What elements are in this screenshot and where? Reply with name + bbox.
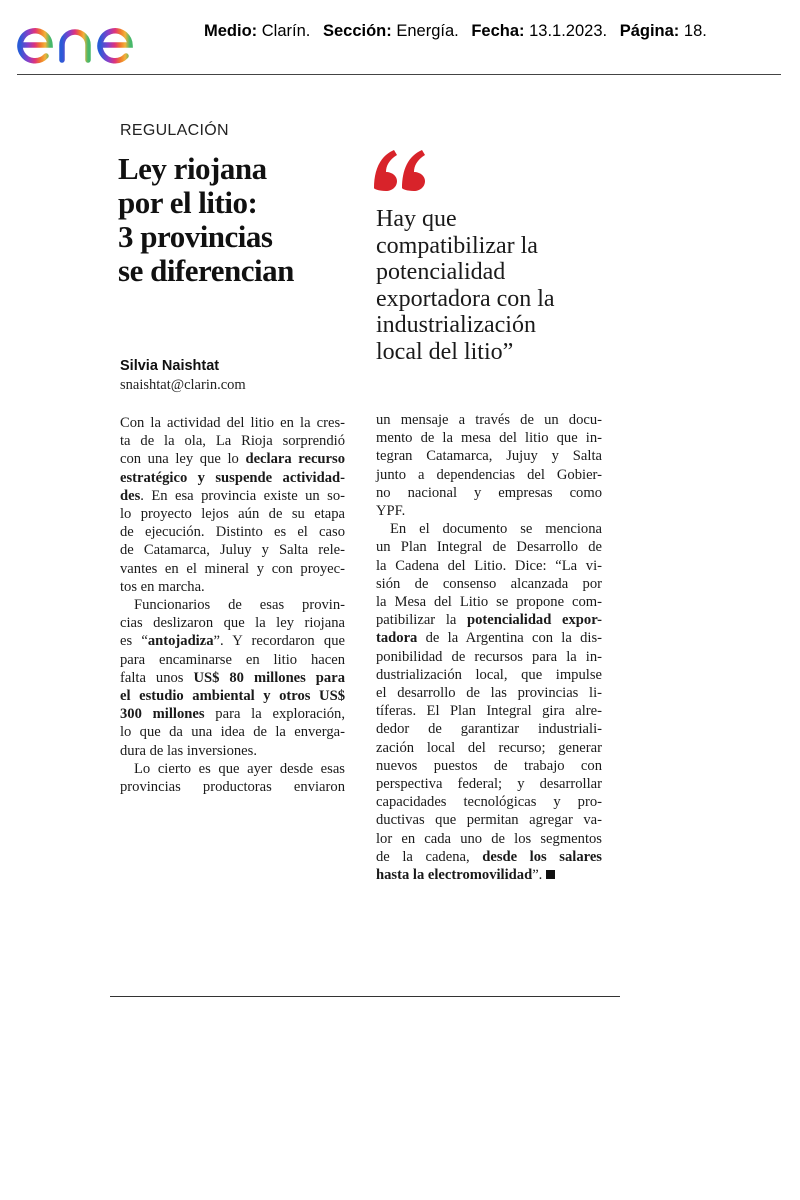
pagina-value: 18. (683, 22, 707, 40)
text-line: junto a dependencias del Gobier- (376, 466, 602, 483)
pull-quote-line: Hay que (376, 206, 457, 232)
text-line: tos en marcha. (120, 578, 205, 595)
text-line: provincias productoras enviaron (120, 779, 345, 796)
enel-logo (14, 12, 174, 68)
text-line: patibilizar la potencialidad expor- (376, 612, 602, 629)
text-line: des. En esa provincia existe un so- (120, 487, 345, 504)
pull-quote-line: local del litio” (376, 338, 514, 365)
article-column-1 (120, 414, 345, 796)
text-line: tegran Catamarca, Jujuy y Salta (376, 448, 602, 465)
text-line: dustrialización local, que impulse (376, 666, 602, 683)
text-line: tadora de la Argentina con la dis- (376, 630, 602, 647)
quote-mark-icon (370, 148, 430, 192)
pull-quote-line: compatibilizar la (376, 232, 538, 259)
headline-line: se diferencian (118, 253, 294, 288)
author-email: snaishtat@clarin.com (120, 377, 246, 393)
text-line: YPF. (376, 503, 406, 520)
seccion-value: Energía. (396, 22, 459, 40)
fecha-label: Fecha: (471, 22, 525, 40)
clipping-header (0, 0, 800, 76)
text-line: un Plan Integral de Desarrollo de (376, 539, 602, 556)
text-line: de Catamarca, Juluy y Salta rele- (120, 542, 345, 559)
pull-quote (376, 206, 626, 365)
text-line: lo que da una idea de la envergа- (120, 724, 345, 741)
text-line: Lo cierto es que ayer desde esas (134, 760, 345, 777)
text-line: nuevos puestos de trabajo con (376, 757, 602, 774)
text-line: falta unos US$ 80 millones para (120, 669, 345, 686)
medio-value: Clarín. (261, 22, 311, 40)
fecha-value: 13.1.2023. (529, 22, 608, 40)
text-line: con una ley que lo declara recurso (120, 451, 345, 468)
text-line: sión de consenso alcanzada por (376, 575, 602, 592)
text-line: la Cadena del Litio. Dice: “La vi- (376, 557, 602, 574)
text-line: de ejecución. Distinto es el caso (120, 524, 345, 541)
text-line: es “antojadiza”. Y recordaron que (120, 633, 345, 650)
text-line: vantes en el mineral y con proyec- (120, 560, 345, 577)
pull-quote-line: industrialización (376, 312, 536, 338)
text-line: el estudio ambiental y otros US$ (120, 688, 345, 705)
section-label: REGULACIÓN (120, 122, 229, 139)
medio-label: Medio: (204, 22, 258, 40)
text-line: el desarrollo de las provincias li- (376, 685, 602, 702)
text-line: estratégico y suspende actividad- (120, 469, 345, 486)
pull-quote-line: potencialidad (376, 259, 506, 285)
text-line: lo proyecto lejos aún de su etapa (120, 506, 345, 523)
text-line: capacidades tecnológicas y pro- (376, 794, 602, 811)
pagina-label: Página: (619, 22, 680, 40)
text-line: perspectiva federal; y desarrollar (376, 776, 602, 793)
headline (118, 152, 358, 288)
text-line: zación local del recurso; generar (376, 739, 602, 756)
header-divider (17, 74, 781, 75)
seccion-label: Sección: (322, 22, 392, 40)
text-line: 300 millones para la exploración, (120, 706, 345, 723)
text-line: Con la actividad del litio en la cres- (120, 415, 345, 431)
text-line: la Mesa del Litio se propone com- (376, 594, 602, 611)
author-name: Silvia Naishtat (120, 358, 220, 374)
text-line: de la cadena, desde los salares (376, 848, 602, 865)
headline-line: Ley riojana (118, 151, 267, 186)
text-line: para encaminarse en litio hacen (120, 651, 345, 668)
clipping-bottom-divider (110, 996, 620, 997)
text-line: ductivas que permitan agregar va- (376, 812, 602, 829)
pull-quote-line: exportadora con la (376, 285, 555, 312)
text-line: hasta la electromovilidad”. (376, 866, 602, 884)
text-line: En el documento se menciona (390, 521, 602, 538)
headline-line: 3 provincias (118, 219, 273, 254)
text-line: lor en cada uno de los segmentos (376, 830, 602, 847)
clipping-metadata (204, 22, 707, 41)
text-line: dedor de garantizar industriali- (376, 721, 602, 738)
text-line: ta de la ola, La Rioja sorprendió (120, 433, 345, 450)
text-line: cias deslizaron que la ley riojana (120, 615, 345, 632)
end-of-article-mark-icon (546, 870, 555, 879)
text-line: no nacional y empresas como (376, 484, 602, 501)
text-line: tíferas. El Plan Integral gira alre- (376, 703, 602, 720)
article-column-2 (376, 411, 602, 884)
text-line: dura de las inversiones. (120, 742, 257, 759)
headline-line: por el litio: (118, 185, 258, 220)
text-line: mento de la mesa del litio que in- (376, 430, 602, 447)
text-line: un mensaje a través de un docu- (376, 412, 602, 428)
text-line: ponibilidad de recursos para la in- (376, 648, 602, 665)
text-line: Funcionarios de esas provin- (134, 597, 345, 614)
